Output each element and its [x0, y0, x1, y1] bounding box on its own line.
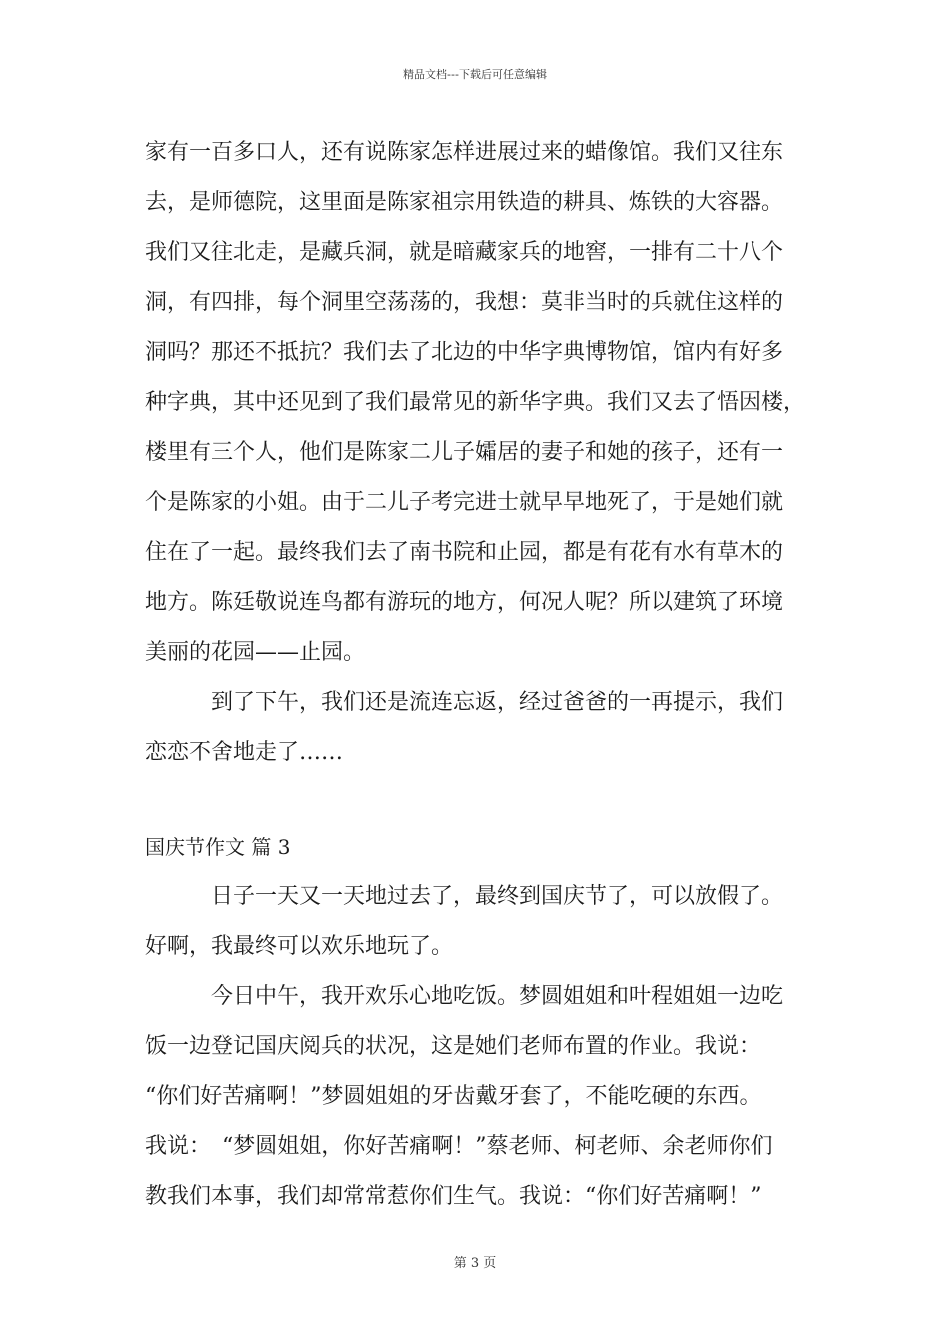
- section-heading: 国庆节作文 篇 3: [145, 835, 291, 859]
- section-spacer: [145, 780, 825, 824]
- text-line: 楼里有三个人，他们是陈家二儿子孀居的妻子和她的孩子，还有一: [145, 440, 784, 465]
- paragraph-2: [145, 680, 825, 780]
- text-line: 我们又往北走，是藏兵洞，就是暗藏家兵的地窖，一排有二十八个: [145, 240, 784, 265]
- text-line: 好啊，我最终可以欢乐地玩了。: [145, 934, 454, 959]
- text-line: 教我们本事，我们却常常惹你们生气。我说：“你们好苦痛啊！”: [145, 1184, 762, 1209]
- text-line: 住在了一起。最终我们去了南书院和止园，都是有花有水有草木的: [145, 540, 784, 565]
- text-line: 今日中午，我开欢乐心地吃饭。梦圆姐姐和叶程姐姐一边吃: [211, 984, 784, 1009]
- text-line: 去，是师德院，这里面是陈家祖宗用铁造的耕具、炼铁的大容器。: [145, 190, 784, 215]
- text-line: “你们好苦痛啊！”梦圆姐姐的牙齿戴牙套了，不能吃硬的东西。: [145, 1084, 762, 1109]
- page-number: 第 3 页: [453, 1256, 497, 1271]
- text-line: 种字典，其中还见到了我们最常见的新华字典。我们又去了悟因楼，: [145, 390, 806, 415]
- document-body: [145, 130, 825, 1224]
- text-line: 家有一百多口人，还有说陈家怎样进展过来的蜡像馆。我们又往东: [145, 140, 784, 165]
- text-line: 恋恋不舍地走了……: [145, 740, 344, 765]
- text-line: 美丽的花园——止园。: [145, 640, 366, 665]
- text-line: 洞，有四排，每个洞里空荡荡的，我想：莫非当时的兵就住这样的: [145, 290, 784, 315]
- text-line: 饭一边登记国庆阅兵的状况，这是她们老师布置的作业。我说：: [145, 1034, 762, 1059]
- paragraph-3: [145, 874, 825, 974]
- text-line: 洞吗？那还不抵抗？我们去了北边的中华字典博物馆，馆内有好多: [145, 340, 784, 365]
- paragraph-4: [145, 974, 825, 1224]
- text-line: 个是陈家的小姐。由于二儿子考完进士就早早地死了，于是她们就: [145, 490, 784, 515]
- paragraph-1: [145, 130, 825, 680]
- text-line: 到了下午，我们还是流连忘返，经过爸爸的一再提示，我们: [211, 690, 784, 715]
- text-line: 地方。陈廷敬说连鸟都有游玩的地方，何况人呢？所以建筑了环境: [145, 590, 784, 615]
- text-line: 日子一天又一天地过去了，最终到国庆节了，可以放假了。: [211, 884, 784, 909]
- page-header: 精品文档---下载后可任意编辑: [403, 68, 547, 81]
- text-line: 我说： “梦圆姐姐，你好苦痛啊！”蔡老师、柯老师、余老师你们: [145, 1134, 773, 1159]
